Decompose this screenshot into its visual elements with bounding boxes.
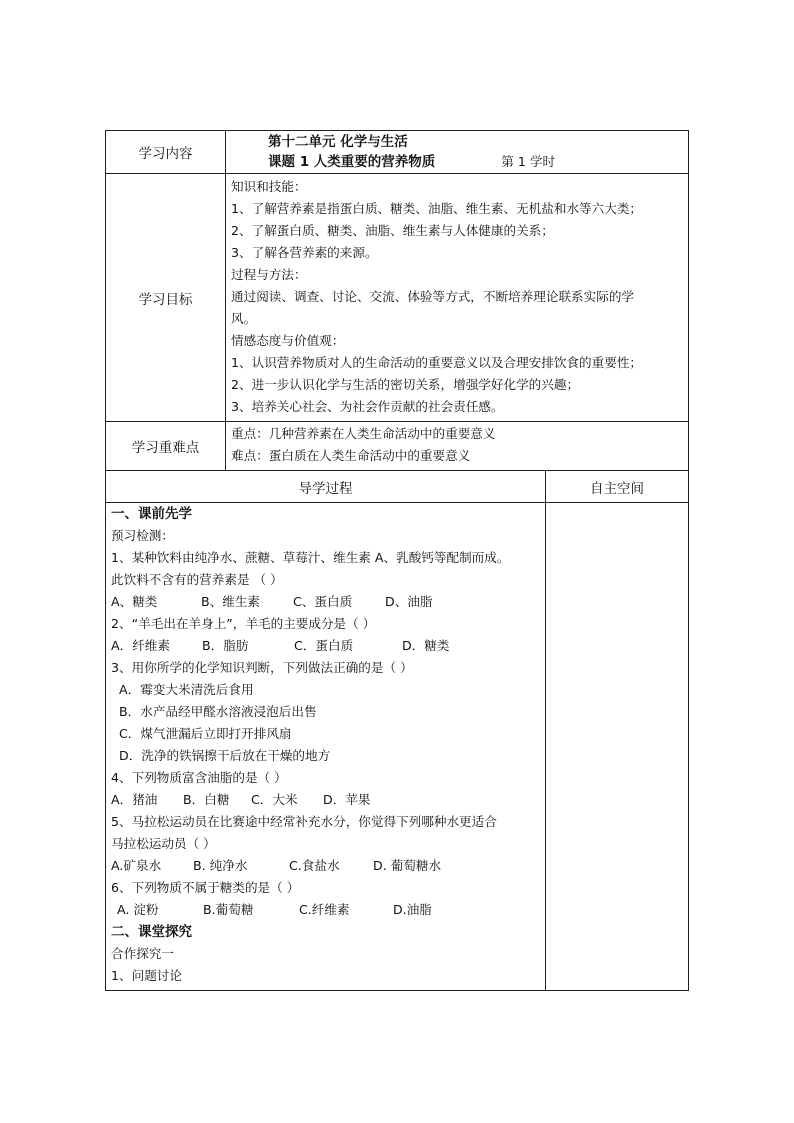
option: B. 纯净水 [193, 858, 248, 873]
question-3-option: C．煤气泄漏后立即打开排风扇 [119, 726, 292, 741]
question-6-options [111, 899, 545, 921]
goals-row [106, 174, 689, 422]
guide-content-row [106, 503, 689, 991]
space-label: 自主空间 [546, 471, 689, 503]
goals-line: 通过阅读、调查、讨论、交流、体验等方式，不断培养理论联系实际的学 [231, 289, 634, 304]
question-5: 5、马拉松运动员在比赛途中经常补充水分，你觉得下列哪种水更适合 [111, 814, 497, 829]
goals-line: 3、了解各营养素的来源。 [231, 245, 378, 260]
goals-line: 过程与方法： [231, 267, 307, 282]
question-3-option: D．洗净的铁锅擦干后放在干燥的地方 [119, 748, 331, 763]
process-label: 导学过程 [106, 471, 546, 503]
option: A. 淀粉 [117, 902, 159, 917]
discussion-item: 1、问题讨论 [111, 968, 182, 983]
goals-line: 1、了解营养素是指蛋白质、糖类、油脂、维生素、无机盐和水等六大类； [231, 201, 643, 216]
option: D．糖类 [402, 638, 450, 653]
difficulty-label: 学习重难点 [106, 422, 226, 471]
option: A．纤维素 [111, 638, 170, 653]
hard-point: 难点：蛋白质在人类生命活动中的重要意义 [231, 448, 471, 463]
section-heading: 二、课堂探究 [111, 924, 192, 940]
question-3-option: A．霉变大米清洗后食用 [119, 682, 254, 697]
goals-line: 2、进一步认识化学与生活的密切关系，增强学好化学的兴趣； [231, 377, 580, 392]
goals-line: 风。 [231, 311, 257, 326]
content-label: 学习内容 [106, 131, 226, 174]
lesson-title [226, 152, 688, 172]
guide-header-row [106, 471, 689, 503]
question-3-option: B．水产品经甲醛水溶液浸泡后出售 [119, 704, 317, 719]
question-1-cont: 此饮料不含有的营养素是 （ ） [111, 572, 283, 587]
preview-label: 预习检测： [111, 528, 174, 543]
unit-title: 第十二单元 化学与生活 [268, 134, 408, 150]
goals-line: 1、认识营养物质对人的生命活动的重要意义以及合理安排饮食的重要性； [231, 355, 643, 370]
option: B．脂肪 [202, 638, 249, 653]
difficulty-row [106, 422, 689, 471]
question-1-options [111, 591, 545, 613]
option: A．猪油 [111, 792, 158, 807]
option: C．蛋白质 [294, 638, 354, 653]
option: C、蛋白质 [293, 594, 353, 609]
cooperative-inquiry: 合作探究一 [111, 946, 174, 961]
option: B.葡萄糖 [203, 902, 254, 917]
lesson-name: 课题 1 人类重要的营养物质 [268, 154, 436, 170]
question-4-options [111, 789, 545, 811]
difficulty-cell [226, 422, 689, 471]
option: C．大米 [251, 792, 298, 807]
option: B．白糖 [183, 792, 230, 807]
question-3: 3、用你所学的化学知识判断，下列做法正确的是（ ） [111, 660, 413, 675]
content-cell [226, 131, 689, 174]
question-5-options [111, 855, 545, 877]
question-6: 6、下列物质不属于糖类的是（ ） [111, 880, 300, 895]
question-4: 4、下列物质富含油脂的是（ ） [111, 770, 287, 785]
lesson-period: 第 1 学时 [501, 154, 556, 169]
option: C.食盐水 [289, 858, 340, 873]
option: D. 葡萄糖水 [373, 858, 442, 873]
option: D．苹果 [323, 792, 371, 807]
goals-line: 3、培养关心社会、为社会作贡献的社会责任感。 [231, 399, 504, 414]
question-2-options [111, 635, 545, 657]
self-space-cell [546, 503, 689, 991]
goals-line: 知识和技能： [231, 179, 307, 194]
key-point: 重点：几种营养素在人类生命活动中的重要意义 [231, 426, 496, 441]
option: D、油脂 [385, 594, 433, 609]
goals-cell [226, 174, 689, 422]
option: A、糖类 [111, 594, 158, 609]
content-row [106, 131, 689, 174]
option: A.矿泉水 [111, 858, 162, 873]
section-heading: 一、课前先学 [111, 506, 192, 522]
goals-line: 2、了解蛋白质、糖类、油脂、维生素与人体健康的关系； [231, 223, 554, 238]
goals-line: 情感态度与价值观： [231, 333, 345, 348]
option: C.纤维素 [299, 902, 350, 917]
process-cell [106, 503, 546, 991]
question-5-cont: 马拉松运动员（ ） [111, 836, 216, 851]
lesson-plan-table [105, 130, 689, 991]
goals-label: 学习目标 [106, 174, 226, 422]
question-2: 2、“羊毛出在羊身上”，羊毛的主要成分是（ ） [111, 616, 376, 631]
option: D.油脂 [393, 902, 432, 917]
option: B、维生素 [201, 594, 261, 609]
question-1: 1、某种饮料由纯净水、蔗糖、草莓汁、维生素 A、乳酸钙等配制而成。 [111, 550, 510, 565]
